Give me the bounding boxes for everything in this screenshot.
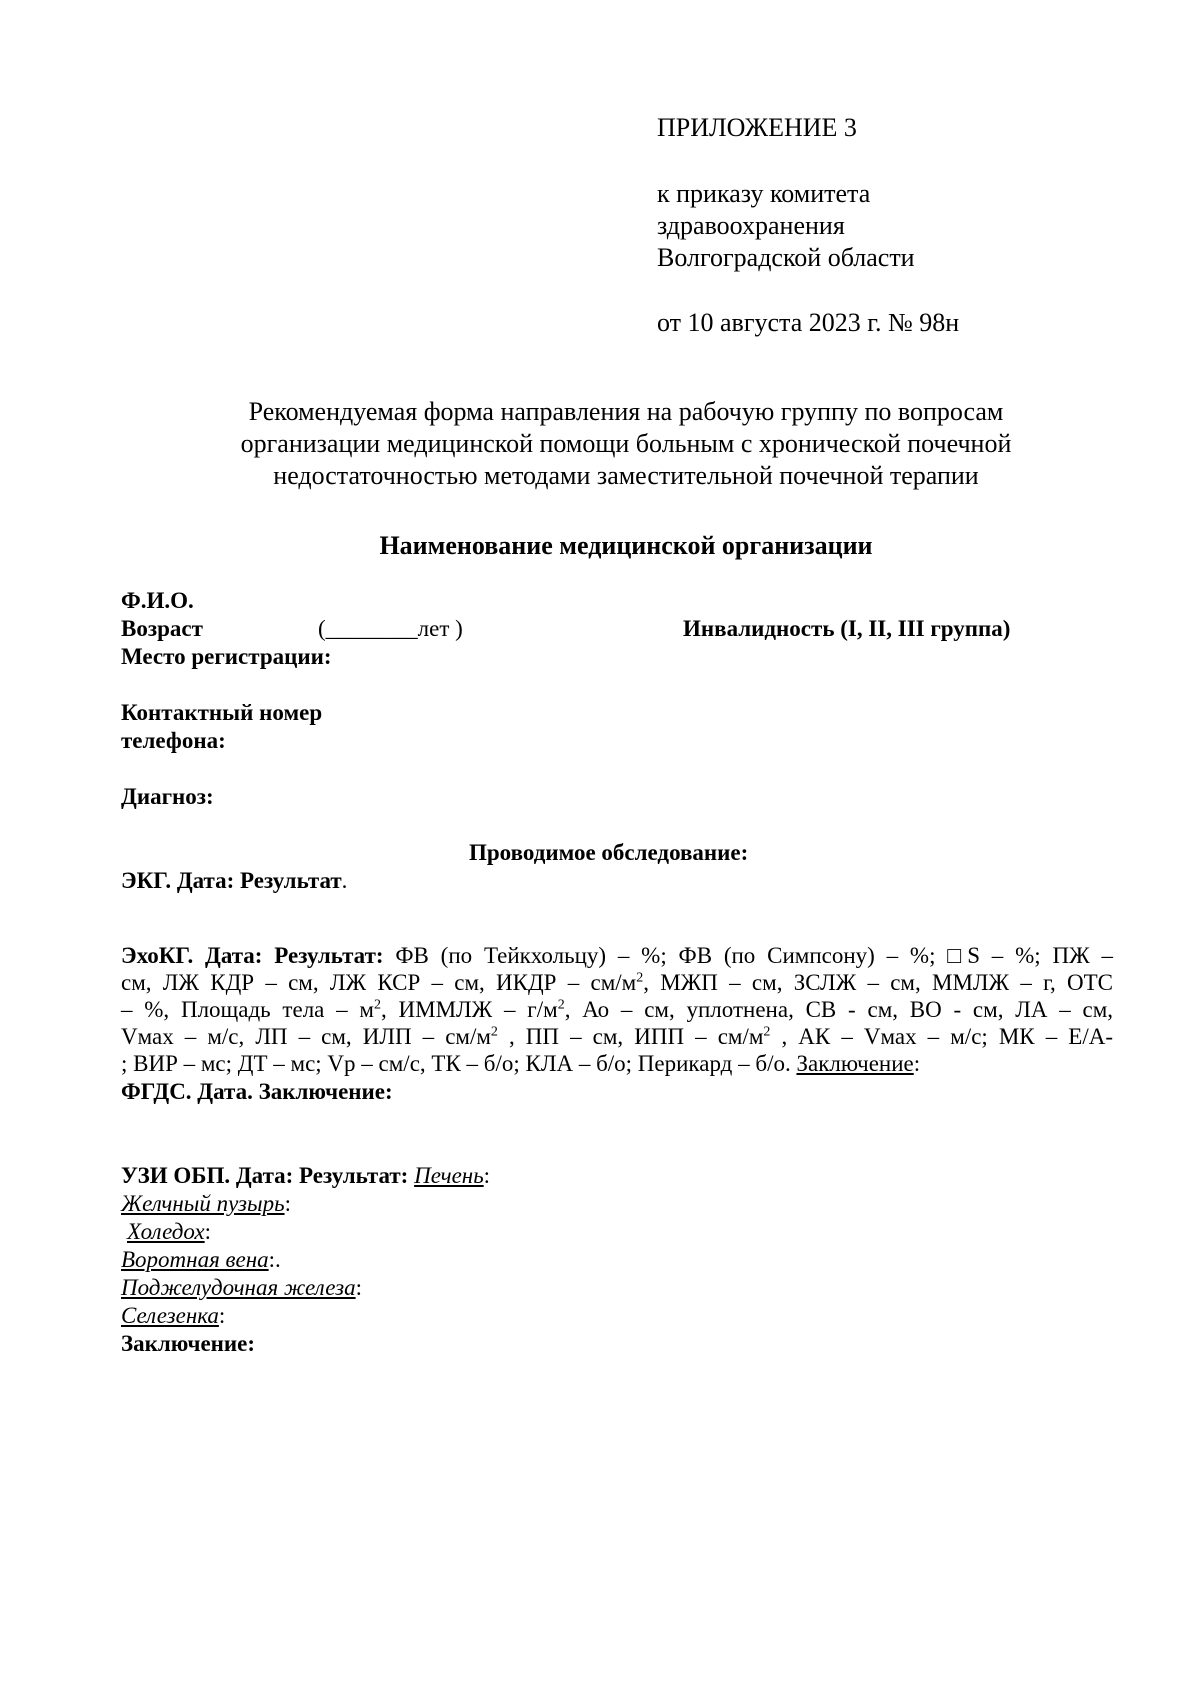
ecg-label: ЭКГ. Дата: Результат (121, 868, 342, 893)
registration-label: Место регистрации: (121, 644, 332, 669)
age-blank: (________лет ) (318, 616, 463, 641)
spleen-label: Селезенка (121, 1303, 219, 1328)
uzi-conclusion: Заключение: (121, 1331, 256, 1356)
echo-line-3: – %, Площадь тела – $м^2$, ИММЛЖ – $г/м^2$, Ао – см, уплотнена, СВ - см, ВО - см, ЛА – см, (121, 997, 1113, 1022)
portal-vein-line: Воротная вена:. (121, 1247, 281, 1272)
appendix-title: ПРИЛОЖЕНИЕ 3 (657, 113, 857, 142)
contact-label-line-2: телефона: (121, 728, 226, 753)
pancreas-line: Поджелудочная железа: (121, 1275, 362, 1300)
gallbladder-label: Желчный пузырь (121, 1191, 285, 1216)
contact-label-line-1: Контактный номер (121, 700, 323, 725)
liver-label: Печень (414, 1163, 484, 1188)
echo-label: ЭхоКГ. Дата: Результат: (121, 943, 384, 968)
echo-conclusion: Заключение (796, 1051, 914, 1076)
ecg-line: ЭКГ. Дата: Результат. (121, 868, 348, 893)
fgds-line: ФГДС. Дата. Заключение: (121, 1079, 393, 1104)
echo-line-2: см, ЛЖ КДР – см, ЛЖ КСР – см, ИКДР – $см/м^2$, МЖП – см, ЗСЛЖ – см, ММЛЖ – г, ОТС (121, 970, 1113, 995)
form-title-line-2: организации медицинской помощи больным с хронической почечной (240, 429, 1012, 458)
form-title-line-1: Рекомендуемая форма направления на рабочую группу по вопросам (248, 397, 1004, 426)
echo-line-5: ; ВИР – мс; ДТ – мс; Vp – см/с, ТК – б/о; КЛА – б/о; Перикард – б/о. Заключение: (121, 1051, 921, 1076)
order-line-3: Волгоградской области (657, 243, 915, 272)
disability-label: Инвалидность (I, II, III группа) (683, 616, 1011, 641)
uzi-label: УЗИ ОБП. Дата: Результат: (121, 1163, 409, 1188)
uzi-line: УЗИ ОБП. Дата: Результат: Печень: (121, 1163, 491, 1188)
organization-name: Наименование медицинской организации (379, 531, 873, 560)
portal-vein-label: Воротная вена (121, 1247, 269, 1272)
echo-line-1: ЭхоКГ. Дата: Результат: ФВ (по Тейкхольцу) – %; ФВ (по Симпсону) – %; □S – %; ПЖ – (121, 943, 1113, 968)
diagnosis-label: Диагноз: (121, 784, 214, 809)
echo-line-4: Vмах – м/с, ЛП – см, ИЛП – $см/м^2$ , ПП – см, ИПП – $см/м^2$ , АК – Vмах – м/с; МК – Е/А- (121, 1024, 1113, 1049)
fio-label: Ф.И.О. (121, 588, 194, 613)
pancreas-label: Поджелудочная железа (121, 1275, 356, 1300)
exam-heading: Проводимое обследование: (469, 840, 749, 865)
choledoch-label: Холедох (127, 1219, 205, 1244)
order-line-2: здравоохранения (657, 211, 845, 240)
spleen-line: Селезенка: (121, 1303, 226, 1328)
order-line-1: к приказу комитета (657, 179, 871, 208)
order-date: от 10 августа 2023 г. № 98н (657, 308, 960, 337)
echo-block (121, 942, 1113, 1077)
gallbladder-line: Желчный пузырь: (121, 1191, 291, 1216)
age-label: Возраст (121, 616, 203, 641)
choledoch-line: Холедох: (127, 1219, 212, 1244)
form-title-line-3: недостаточностью методами заместительной почечной терапии (273, 461, 979, 490)
